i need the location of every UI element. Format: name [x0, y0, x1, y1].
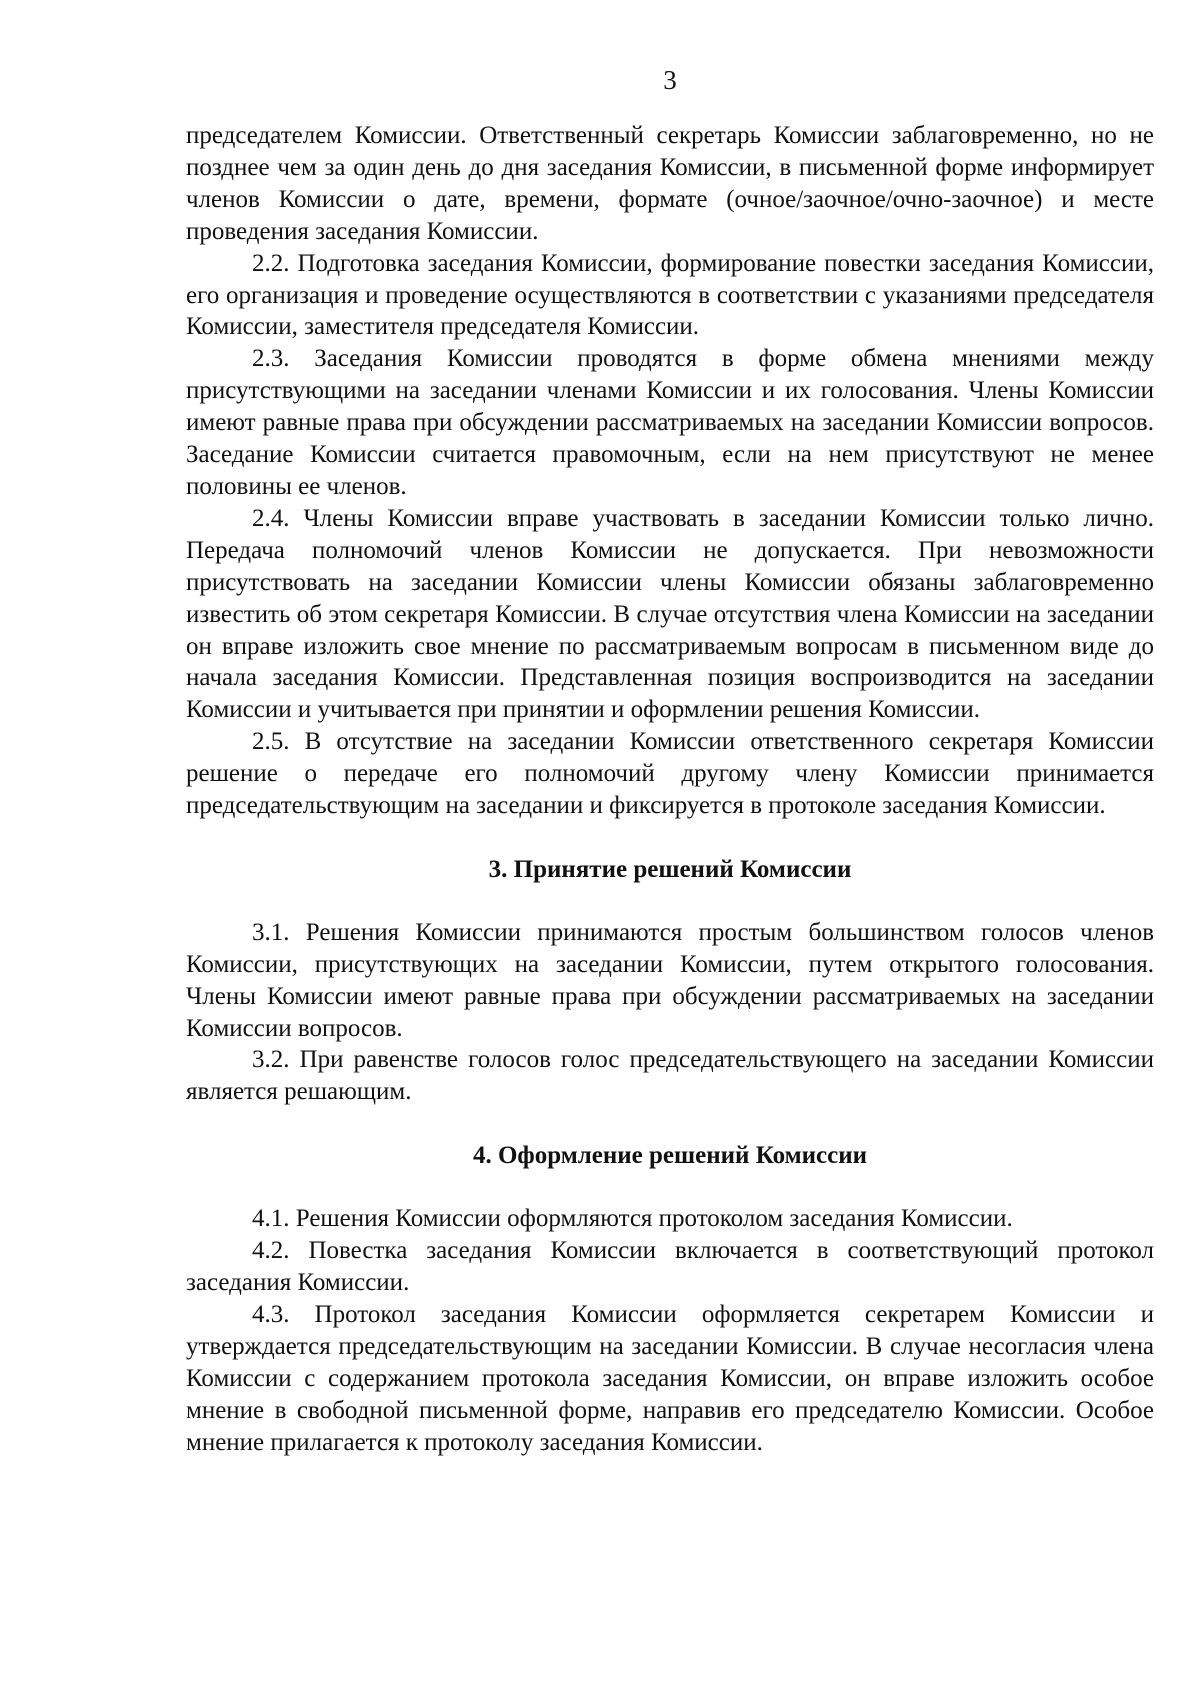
section-4-heading: 4. Оформление решений Комиссии — [472, 1142, 868, 1170]
paragraph-2-4: 2.4. Члены Комиссии вправе участвовать в заседании Комиссии только лично. Передача полномочий членов Комиссии не допускается. При невозможности присутствовать на заседании Комиссии члены Комиссии обязаны заблаговременно известить об этом секретаря Комиссии. В случае отсутствия члена Комиссии на заседании он вправе изложить свое мнение по рассматриваемым вопросам в письменном виде до начала заседания Комиссии. Представленная позиция воспроизводится на заседании Комиссии и учитывается при принятии и оформлении решения Комиссии. — [186, 504, 1154, 724]
paragraph-2-5: 2.5. В отсутствие на заседании Комиссии ответственного секретаря Комиссии решение о передаче его полномочий другому члену Комиссии принимается председательствующим на заседании и фиксируется в протоколе заседания Комиссии. — [186, 728, 1154, 820]
page-number: 3 — [663, 65, 677, 95]
paragraph-4-3: 4.3. Протокол заседания Комиссии оформляется секретарем Комиссии и утверждается председательствующим на заседании Комиссии. В случае несогласия члена Комиссии с содержанием протокола заседания Комиссии, он вправе изложить особое мнение в свободной письменной форме, направив его председателю Комиссии. Особое мнение прилагается к протоколу заседания Комиссии. — [186, 1300, 1154, 1456]
section-3-heading: 3. Принятие решений Комиссии — [488, 855, 852, 883]
paragraph-2-1-continued: председателем Комиссии. Ответственный секретарь Комиссии заблаговременно, но не позднее чем за один день до дня заседания Комиссии, в письменной форме информирует членов Комиссии о дате, времени, формате (очное/заочное/очно-заочное) и месте проведения заседания Комиссии. — [186, 122, 1154, 245]
paragraph-4-1: 4.1. Решения Комиссии оформляются протоколом заседания Комиссии. — [252, 1205, 1013, 1233]
paragraph-2-2: 2.2. Подготовка заседания Комиссии, формирование повестки заседания Комиссии, его организация и проведение осуществляются в соответствии с указаниями председателя Комиссии, заместителя председателя Комиссии. — [186, 249, 1154, 341]
paragraph-2-3: 2.3. Заседания Комиссии проводятся в форме обмена мнениями между присутствующими на заседании членами Комиссии и их голосования. Члены Комиссии имеют равные права при обсуждении рассматриваемых на заседании Комиссии вопросов. Заседание Комиссии считается правомочным, если на нем присутствуют не менее половины ее членов. — [186, 345, 1154, 500]
paragraph-3-2: 3.2. При равенстве голосов голос председательствующего на заседании Комиссии является решающим. — [186, 1046, 1154, 1106]
paragraph-4-2: 4.2. Повестка заседания Комиссии включается в соответствующий протокол заседания Комиссии. — [186, 1237, 1154, 1296]
paragraph-3-1: 3.1. Решения Комиссии принимаются простым большинством голосов членов Комиссии, присутствующих на заседании Комиссии, путем открытого голосования. Члены Комиссии имеют равные права при обсуждении рассматриваемых на заседании Комиссии вопросов. — [186, 918, 1154, 1042]
document-body — [186, 120, 1154, 1458]
